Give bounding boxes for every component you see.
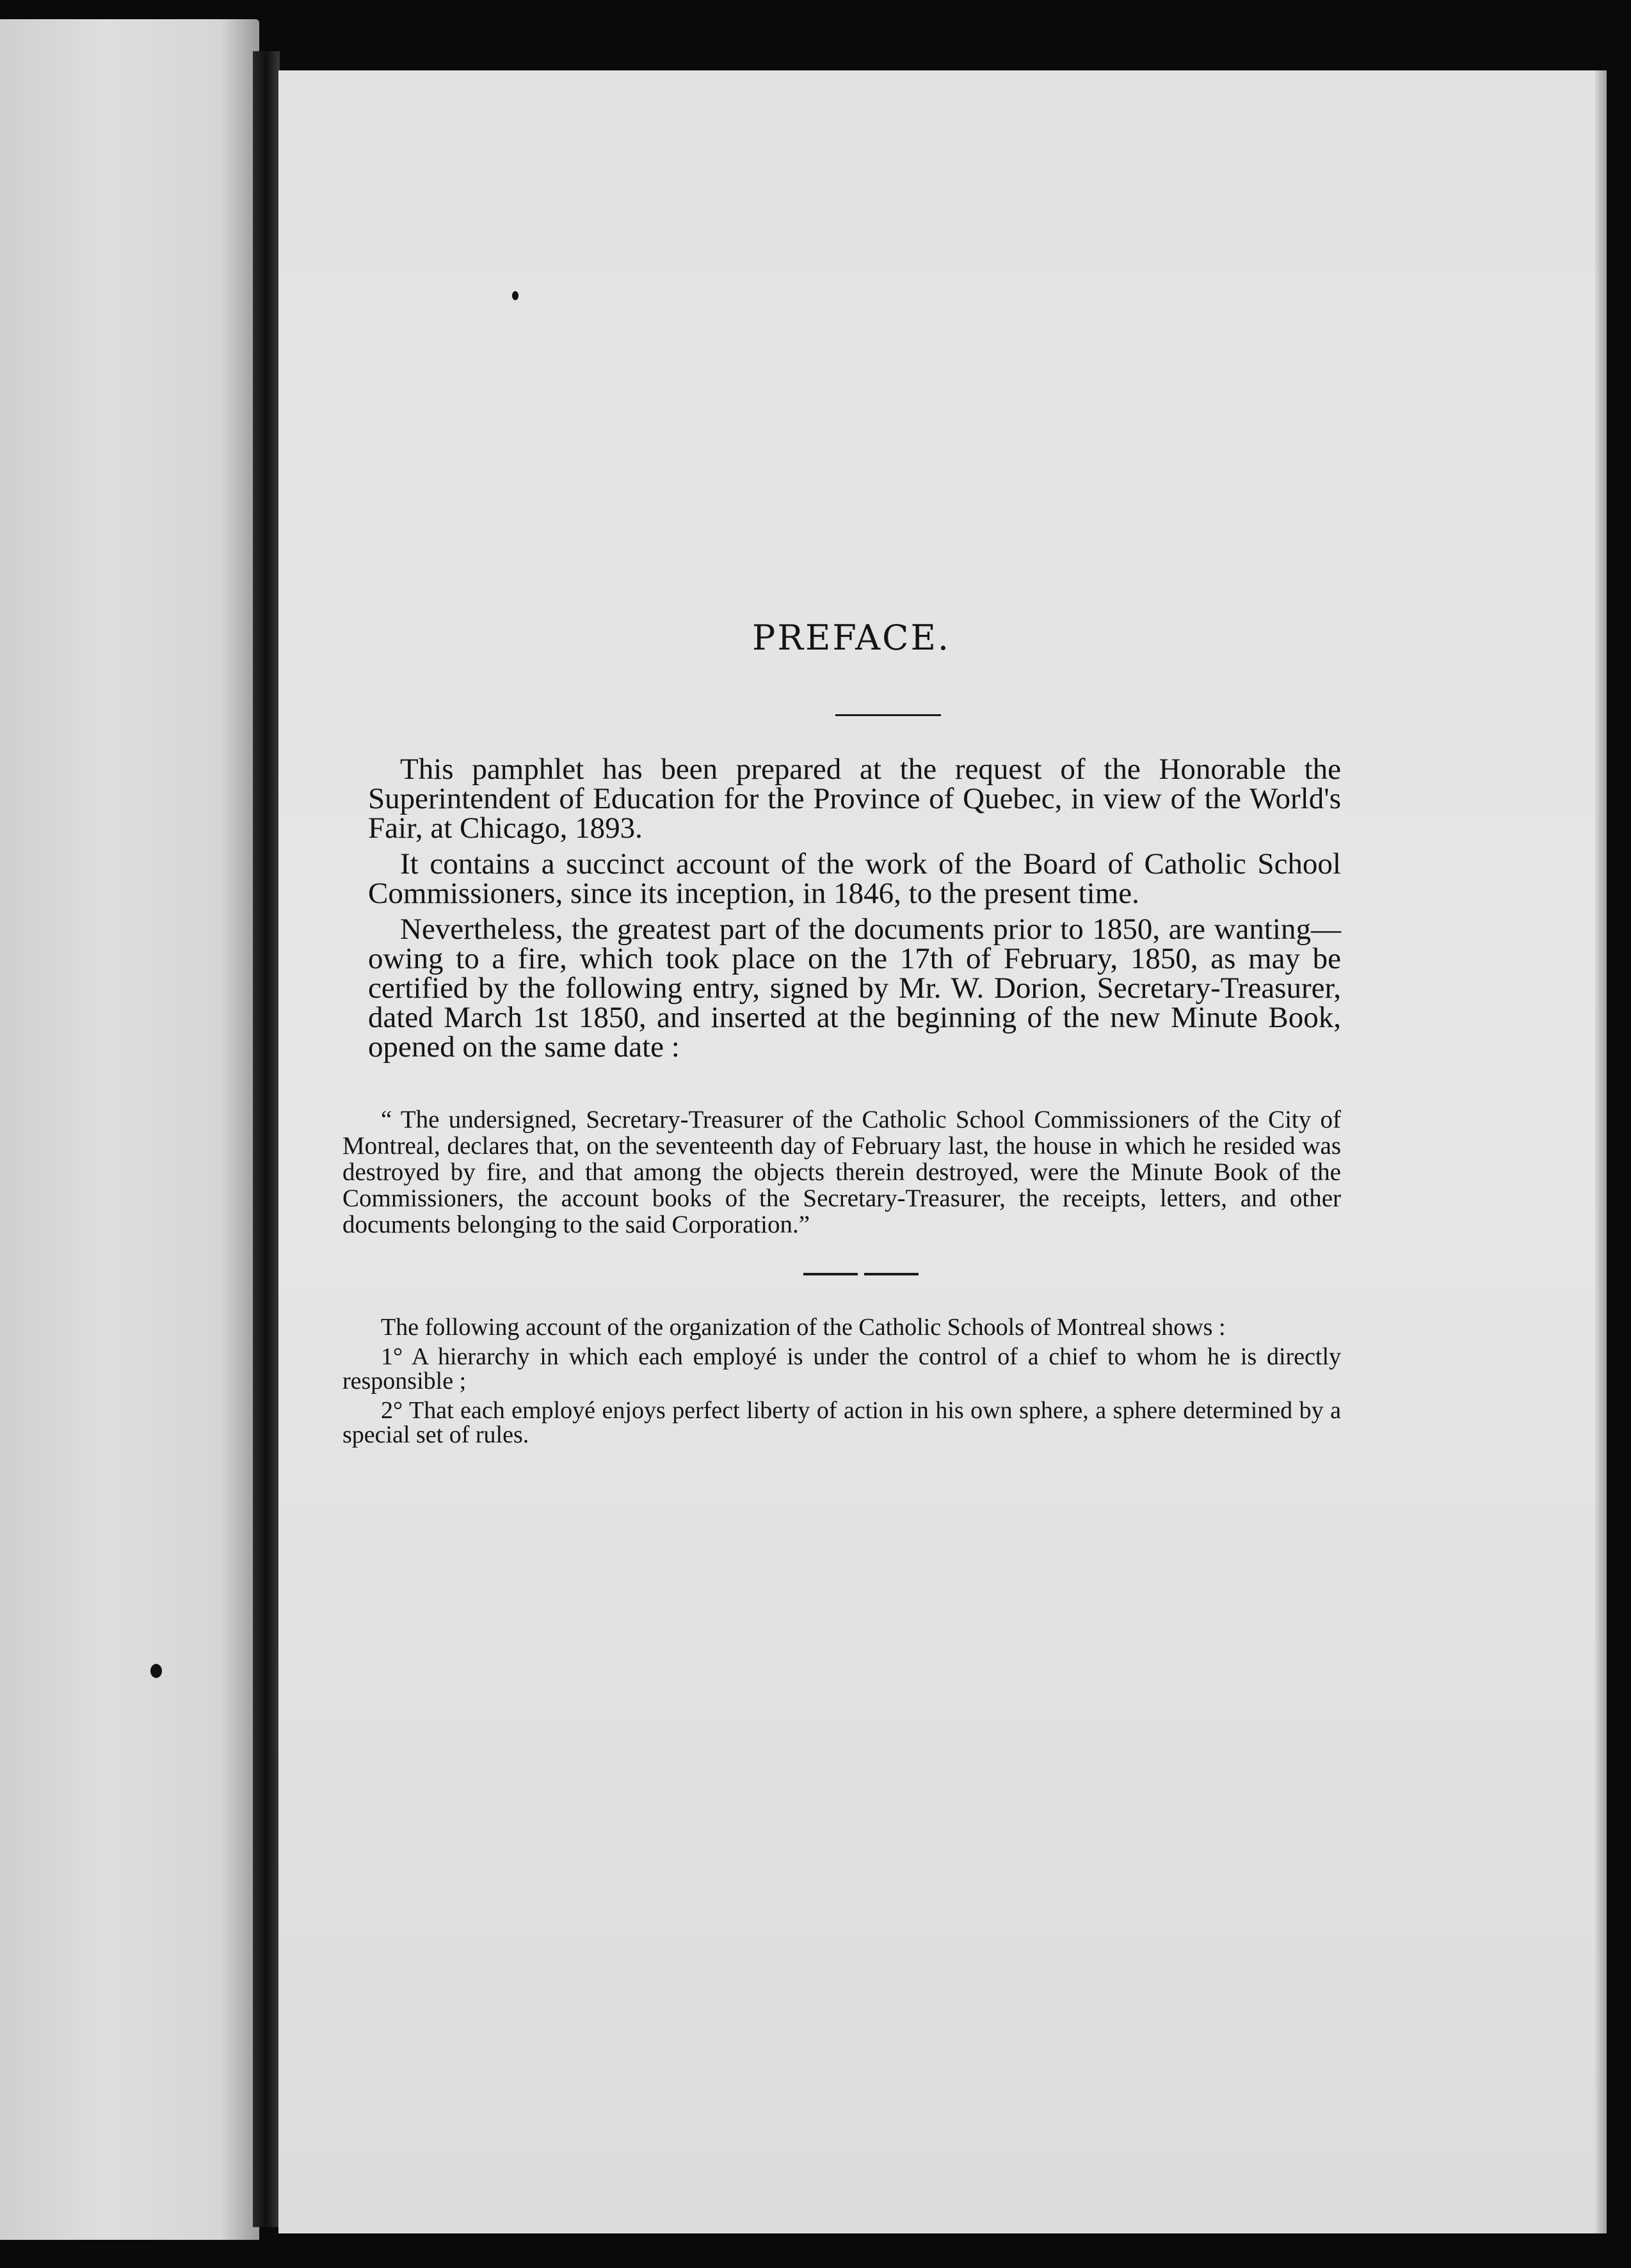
title-rule [835,714,941,716]
left-facing-leaf [0,19,259,2240]
ink-speck [512,291,518,300]
ink-speck [150,1664,162,1678]
book-gutter [253,51,280,2227]
quoted-entry: “ The undersigned, Secretary-Treasurer of the Catholic School Commissioners of the City of Montreal, declares that, on the seventeenth day of February last, the house in which he resided was destroyed by fire, and that among the objects therein destroyed, were the Minute Book of the Commissioners, the account books of the Secretary-Treasurer, the receipts, letters, and other documents belonging to the said Corporation.” [342,1106,1341,1238]
preface-page [278,70,1607,2233]
section-rule [803,1273,919,1277]
preface-body [368,755,1341,1062]
organization-list [342,1315,1341,1447]
paragraph: Nevertheless, the greatest part of the documents prior to 1850, are wanting—owing to a fire, which took place on the 17th of February, 1850, as may be certified by the following entry, signed by Mr. W. Dorion, Secretary-Treasurer, dated March 1st 1850, and inserted at the beginning of the new Minute Book, opened on the same date : [368,913,1341,1064]
list-item: 2° That each employé enjoys perfect liberty of action in his own sphere, a sphere determined by a special set of rules. [342,1397,1341,1448]
page-text [342,618,1616,1452]
paragraph: This pamphlet has been prepared at the request of the Honorable the Superintendent of Education for the Province of Quebec, in view of the World's Fair, at Chicago, 1893. [368,753,1341,845]
page-title: PREFACE. [752,618,951,658]
paragraph: It contains a succinct account of the work of the Board of Catholic School Commissioners, since its inception, in 1846, to the present time. [368,847,1341,910]
list-item: 1° A hierarchy in which each employé is under the control of a chief to whom he is directly responsible ; [342,1343,1341,1394]
list-intro: The following account of the organization of the Catholic Schools of Montreal shows : [381,1314,1226,1341]
